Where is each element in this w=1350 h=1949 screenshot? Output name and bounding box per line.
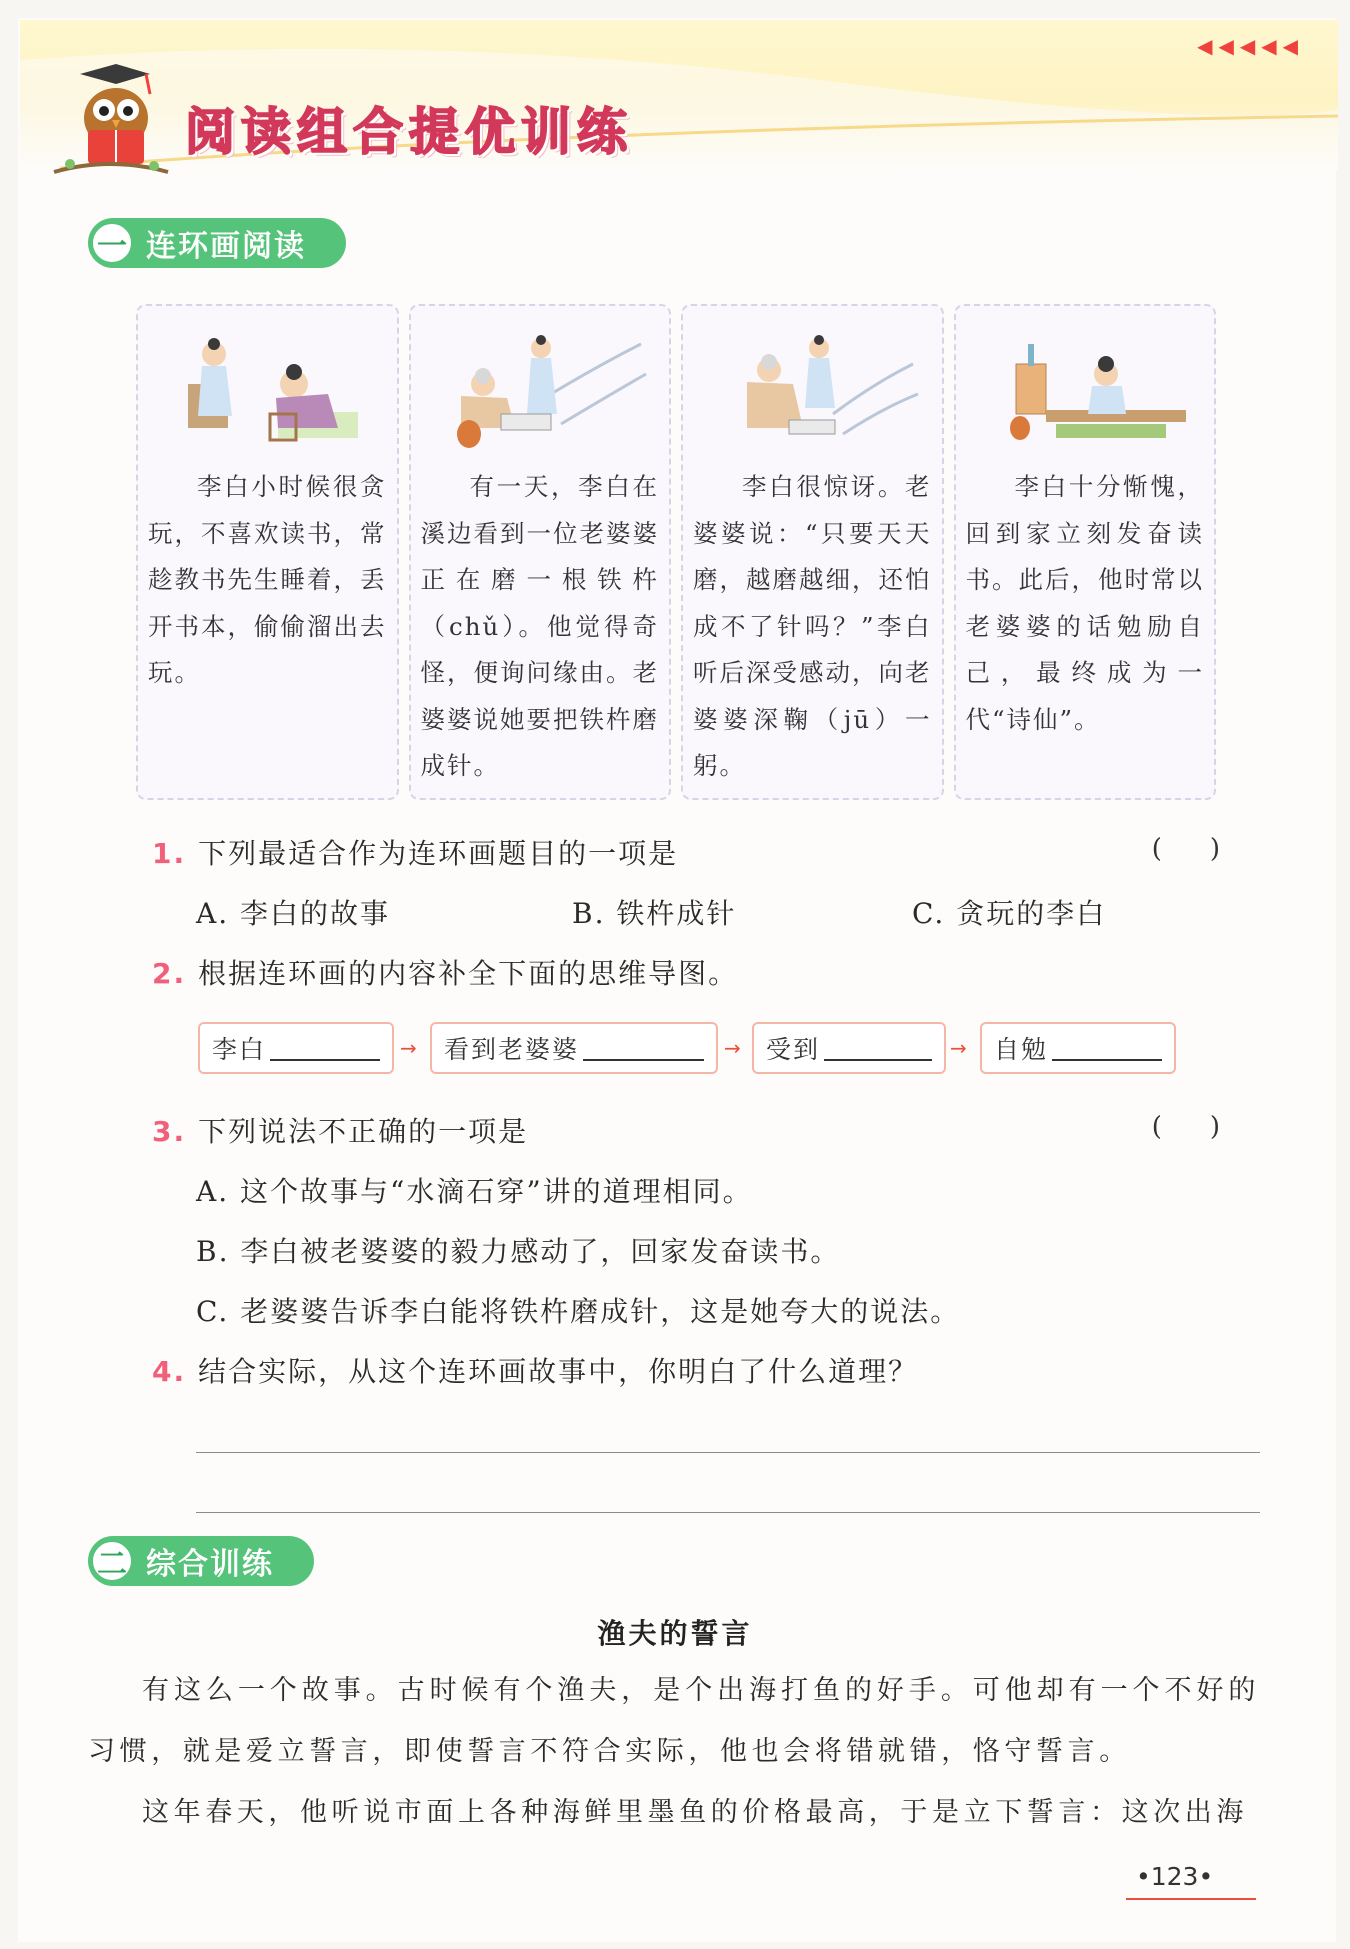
page-number: •123• [1136,1862,1214,1891]
question-number: 2. [152,957,187,990]
story-title: 渔夫的誓言 [597,1617,753,1650]
question-2 [152,952,738,992]
mindmap-label: 看到老婆婆 [444,1035,580,1064]
comic-panel-4 [954,304,1217,800]
comic-panel-1 [136,304,399,800]
answer-parentheses[interactable]: () [1151,1112,1268,1142]
mindmap-box-1[interactable] [198,1022,394,1074]
question-text: 下列说法不正确的一项是 [198,1115,529,1148]
option-a[interactable]: A. 李白的故事 [196,897,391,930]
question-3 [152,1110,528,1150]
page-number-underline [1126,1898,1256,1900]
fill-blank[interactable] [270,1035,380,1061]
comic-panels [136,304,1216,800]
question-text: 下列最适合作为连环画题目的一项是 [198,837,679,870]
option-b[interactable]: B. 李白被老婆婆的毅力感动了，回家发奋读书。 [196,1235,841,1268]
answer-line-2[interactable] [196,1512,1260,1513]
comic-illustration-2 [431,324,651,454]
question-number: 1. [152,837,187,870]
question-1 [152,832,678,872]
comic-panel-2-text: 有一天，李白在溪边看到一位老婆婆正在磨一根铁杵（chǔ）。他觉得奇怪，便询问缘由。老婆婆说她要把铁杵磨成针。 [420,472,659,780]
fill-blank[interactable] [583,1035,704,1061]
comic-illustration-1 [158,324,378,454]
section-number: 一 [90,221,134,265]
option-b[interactable]: B. 铁杵成针 [572,897,737,930]
mindmap-box-3[interactable] [752,1022,946,1074]
fill-blank[interactable] [824,1035,932,1061]
mindmap-box-4[interactable] [980,1022,1176,1074]
option-c[interactable]: C. 老婆婆告诉李白能将铁杵磨成针，这是她夸大的说法。 [196,1295,961,1328]
option-c[interactable]: C. 贪玩的李白 [912,897,1107,930]
comic-illustration-3 [703,324,923,454]
question-number: 4. [152,1355,187,1388]
header-arrows: ◀◀◀◀◀ [1197,34,1304,58]
comic-panel-1-text: 李白小时候很贪玩，不喜欢读书，常趁教书先生睡着，丢开书本，偷偷溜出去玩。 [148,472,387,687]
section-header-comic-reading [88,218,346,268]
comic-illustration-4 [976,324,1196,454]
mindmap-label: 自勉 [994,1035,1049,1064]
comic-panel-3 [681,304,944,800]
question-4 [152,1350,918,1390]
page-title: 阅读组合提优训练 [185,103,633,161]
mindmap-label: 李白 [212,1035,267,1064]
comic-panel-3-text: 李白很惊讶。老婆婆说：“只要天天磨，越磨越细，还怕成不了针吗？”李白听后深受感动，向老婆婆深鞠（jū）一躬。 [693,472,932,780]
answer-parentheses[interactable]: () [1151,834,1268,864]
arrow-right-icon: → [950,1036,967,1060]
option-a[interactable]: A. 这个故事与“水滴石穿”讲的道理相同。 [196,1175,753,1208]
comic-panel-2 [409,304,672,800]
answer-line-1[interactable] [196,1452,1260,1453]
story-paragraph-2: 这年春天，他听说市面上各种海鲜里墨鱼的价格最高，于是立下誓言：这次出海 [142,1797,1248,1828]
section-label: 连环画阅读 [146,229,306,264]
fill-blank[interactable] [1052,1035,1162,1061]
question-number: 3. [152,1115,187,1148]
section-label: 综合训练 [146,1547,274,1582]
mindmap-label: 受到 [766,1035,821,1064]
story-paragraph-1: 有这么一个故事。古时候有个渔夫，是个出海打鱼的好手。可他却有一个不好的习惯，就是爱立誓言，即使誓言不符合实际，他也会将错就错，恪守誓言。 [88,1675,1260,1767]
comic-panel-4-text: 李白十分惭愧，回到家立刻发奋读书。此后，他时常以老婆婆的话勉励自己，最终成为一代“诗仙”。 [965,472,1204,734]
question-text: 根据连环画的内容补全下面的思维导图。 [198,957,739,990]
arrow-right-icon: → [400,1036,417,1060]
mindmap-box-2[interactable] [430,1022,718,1074]
owl-reading-icon [50,60,170,180]
section-number: 二 [90,1539,134,1583]
section-header-comprehensive [88,1536,314,1586]
arrow-right-icon: → [724,1036,741,1060]
question-text: 结合实际，从这个连环画故事中，你明白了什么道理？ [198,1355,919,1388]
